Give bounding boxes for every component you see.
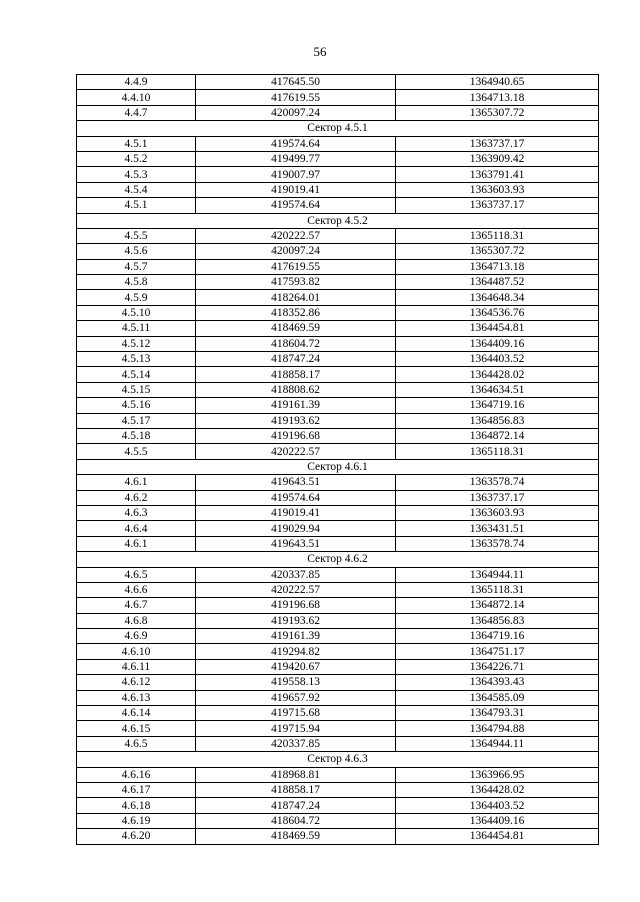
table-row [77,413,599,428]
point-id-cell: 4.6.1 [77,475,196,490]
table-row [77,490,599,505]
x-coordinate-cell: 418747.24 [196,352,396,367]
point-id-cell: 4.5.12 [77,336,196,351]
y-coordinate-cell: 1364751.17 [396,644,599,659]
sector-label: Сектор 4.5.2 [77,213,599,228]
x-coordinate-cell: 419420.67 [196,659,396,674]
table-row [77,382,599,397]
table-row [77,336,599,351]
x-coordinate-cell: 418604.72 [196,813,396,828]
y-coordinate-cell: 1364856.83 [396,613,599,628]
coordinates-table [76,74,599,845]
y-coordinate-cell: 1363603.93 [396,505,599,520]
x-coordinate-cell: 417619.55 [196,259,396,274]
x-coordinate-cell: 419657.92 [196,690,396,705]
table-row [77,167,599,182]
point-id-cell: 4.6.14 [77,706,196,721]
x-coordinate-cell: 419558.13 [196,675,396,690]
x-coordinate-cell: 417645.50 [196,75,396,90]
table-row [77,613,599,628]
table-row [77,136,599,151]
table-row [77,767,599,782]
y-coordinate-cell: 1364944.11 [396,736,599,751]
point-id-cell: 4.6.4 [77,521,196,536]
point-id-cell: 4.5.1 [77,136,196,151]
y-coordinate-cell: 1364428.02 [396,367,599,382]
point-id-cell: 4.5.4 [77,182,196,197]
table-row [77,182,599,197]
table-row [77,736,599,751]
x-coordinate-cell: 418352.86 [196,305,396,320]
x-coordinate-cell: 419161.39 [196,629,396,644]
table-row [77,244,599,259]
sector-label: Сектор 4.6.1 [77,459,599,474]
table-row [77,721,599,736]
point-id-cell: 4.6.12 [77,675,196,690]
y-coordinate-cell: 1364409.16 [396,813,599,828]
sector-header-row [77,752,599,767]
x-coordinate-cell: 419196.68 [196,428,396,443]
y-coordinate-cell: 1365307.72 [396,105,599,120]
x-coordinate-cell: 417593.82 [196,275,396,290]
point-id-cell: 4.6.19 [77,813,196,828]
table-row [77,321,599,336]
y-coordinate-cell: 1364226.71 [396,659,599,674]
point-id-cell: 4.6.16 [77,767,196,782]
table-row [77,598,599,613]
x-coordinate-cell: 418747.24 [196,798,396,813]
sector-header-row [77,213,599,228]
y-coordinate-cell: 1364428.02 [396,782,599,797]
y-coordinate-cell: 1364634.51 [396,382,599,397]
table-row [77,505,599,520]
coordinates-table-body [77,75,599,845]
point-id-cell: 4.6.6 [77,582,196,597]
x-coordinate-cell: 419193.62 [196,613,396,628]
point-id-cell: 4.5.15 [77,382,196,397]
x-coordinate-cell: 419715.94 [196,721,396,736]
x-coordinate-cell: 419574.64 [196,136,396,151]
point-id-cell: 4.5.7 [77,259,196,274]
x-coordinate-cell: 418469.59 [196,829,396,844]
table-row [77,75,599,90]
y-coordinate-cell: 1364585.09 [396,690,599,705]
point-id-cell: 4.6.7 [77,598,196,613]
table-row [77,782,599,797]
point-id-cell: 4.6.17 [77,782,196,797]
table-row [77,582,599,597]
x-coordinate-cell: 419574.64 [196,490,396,505]
table-row [77,690,599,705]
table-row [77,536,599,551]
y-coordinate-cell: 1364940.65 [396,75,599,90]
x-coordinate-cell: 420097.24 [196,105,396,120]
x-coordinate-cell: 418808.62 [196,382,396,397]
table-row [77,521,599,536]
x-coordinate-cell: 420337.85 [196,567,396,582]
point-id-cell: 4.5.11 [77,321,196,336]
x-coordinate-cell: 418469.59 [196,321,396,336]
point-id-cell: 4.5.16 [77,398,196,413]
x-coordinate-cell: 420097.24 [196,244,396,259]
y-coordinate-cell: 1364719.16 [396,629,599,644]
point-id-cell: 4.5.17 [77,413,196,428]
y-coordinate-cell: 1364872.14 [396,428,599,443]
y-coordinate-cell: 1363737.17 [396,490,599,505]
point-id-cell: 4.5.5 [77,444,196,459]
x-coordinate-cell: 420222.57 [196,582,396,597]
table-row [77,659,599,674]
point-id-cell: 4.6.18 [77,798,196,813]
x-coordinate-cell: 420222.57 [196,444,396,459]
x-coordinate-cell: 419499.77 [196,151,396,166]
y-coordinate-cell: 1364454.81 [396,321,599,336]
point-id-cell: 4.6.13 [77,690,196,705]
sector-header-row [77,459,599,474]
y-coordinate-cell: 1365118.31 [396,228,599,243]
sector-label: Сектор 4.6.3 [77,752,599,767]
point-id-cell: 4.6.1 [77,536,196,551]
y-coordinate-cell: 1364403.52 [396,352,599,367]
y-coordinate-cell: 1363578.74 [396,475,599,490]
table-row [77,428,599,443]
y-coordinate-cell: 1364487.52 [396,275,599,290]
point-id-cell: 4.5.3 [77,167,196,182]
point-id-cell: 4.5.10 [77,305,196,320]
table-row [77,629,599,644]
x-coordinate-cell: 418604.72 [196,336,396,351]
x-coordinate-cell: 419574.64 [196,198,396,213]
point-id-cell: 4.5.13 [77,352,196,367]
point-id-cell: 4.6.5 [77,567,196,582]
sector-header-row [77,121,599,136]
x-coordinate-cell: 418858.17 [196,367,396,382]
x-coordinate-cell: 419029.94 [196,521,396,536]
x-coordinate-cell: 419294.82 [196,644,396,659]
y-coordinate-cell: 1364713.18 [396,90,599,105]
y-coordinate-cell: 1364719.16 [396,398,599,413]
point-id-cell: 4.6.11 [77,659,196,674]
x-coordinate-cell: 419019.41 [196,182,396,197]
sector-header-row [77,552,599,567]
y-coordinate-cell: 1364793.31 [396,706,599,721]
sector-label: Сектор 4.5.1 [77,121,599,136]
y-coordinate-cell: 1365118.31 [396,444,599,459]
y-coordinate-cell: 1364536.76 [396,305,599,320]
y-coordinate-cell: 1364409.16 [396,336,599,351]
point-id-cell: 4.6.9 [77,629,196,644]
y-coordinate-cell: 1364872.14 [396,598,599,613]
y-coordinate-cell: 1363578.74 [396,536,599,551]
point-id-cell: 4.5.14 [77,367,196,382]
y-coordinate-cell: 1365307.72 [396,244,599,259]
point-id-cell: 4.6.20 [77,829,196,844]
point-id-cell: 4.6.3 [77,505,196,520]
table-row [77,151,599,166]
table-row [77,798,599,813]
point-id-cell: 4.5.5 [77,228,196,243]
y-coordinate-cell: 1364403.52 [396,798,599,813]
table-row [77,290,599,305]
point-id-cell: 4.6.2 [77,490,196,505]
table-row [77,352,599,367]
table-row [77,475,599,490]
y-coordinate-cell: 1364944.11 [396,567,599,582]
point-id-cell: 4.6.15 [77,721,196,736]
point-id-cell: 4.5.18 [77,428,196,443]
x-coordinate-cell: 419019.41 [196,505,396,520]
y-coordinate-cell: 1364393.43 [396,675,599,690]
x-coordinate-cell: 419007.97 [196,167,396,182]
table-row [77,675,599,690]
x-coordinate-cell: 418858.17 [196,782,396,797]
y-coordinate-cell: 1364454.81 [396,829,599,844]
point-id-cell: 4.6.8 [77,613,196,628]
point-id-cell: 4.5.9 [77,290,196,305]
table-row [77,398,599,413]
y-coordinate-cell: 1364856.83 [396,413,599,428]
point-id-cell: 4.4.9 [77,75,196,90]
sector-label: Сектор 4.6.2 [77,552,599,567]
x-coordinate-cell: 419161.39 [196,398,396,413]
point-id-cell: 4.5.2 [77,151,196,166]
y-coordinate-cell: 1364713.18 [396,259,599,274]
point-id-cell: 4.6.5 [77,736,196,751]
table-row [77,813,599,828]
x-coordinate-cell: 419643.51 [196,536,396,551]
y-coordinate-cell: 1363737.17 [396,136,599,151]
table-row [77,644,599,659]
y-coordinate-cell: 1365118.31 [396,582,599,597]
point-id-cell: 4.5.6 [77,244,196,259]
table-row [77,305,599,320]
x-coordinate-cell: 418968.81 [196,767,396,782]
table-row [77,275,599,290]
y-coordinate-cell: 1363603.93 [396,182,599,197]
table-row [77,105,599,120]
x-coordinate-cell: 419643.51 [196,475,396,490]
x-coordinate-cell: 420222.57 [196,228,396,243]
table-row [77,90,599,105]
table-row [77,829,599,844]
table-row [77,367,599,382]
y-coordinate-cell: 1363737.17 [396,198,599,213]
table-row [77,228,599,243]
point-id-cell: 4.6.10 [77,644,196,659]
y-coordinate-cell: 1364794.88 [396,721,599,736]
x-coordinate-cell: 419193.62 [196,413,396,428]
table-row [77,444,599,459]
page-number: 56 [313,44,327,59]
y-coordinate-cell: 1363909.42 [396,151,599,166]
y-coordinate-cell: 1363966.95 [396,767,599,782]
x-coordinate-cell: 418264.01 [196,290,396,305]
y-coordinate-cell: 1363791.41 [396,167,599,182]
table-row [77,259,599,274]
x-coordinate-cell: 417619.55 [196,90,396,105]
table-row [77,567,599,582]
point-id-cell: 4.4.10 [77,90,196,105]
table-row [77,706,599,721]
y-coordinate-cell: 1363431.51 [396,521,599,536]
point-id-cell: 4.5.1 [77,198,196,213]
x-coordinate-cell: 419715.68 [196,706,396,721]
x-coordinate-cell: 419196.68 [196,598,396,613]
x-coordinate-cell: 420337.85 [196,736,396,751]
point-id-cell: 4.5.8 [77,275,196,290]
table-row [77,198,599,213]
point-id-cell: 4.4.7 [77,105,196,120]
y-coordinate-cell: 1364648.34 [396,290,599,305]
